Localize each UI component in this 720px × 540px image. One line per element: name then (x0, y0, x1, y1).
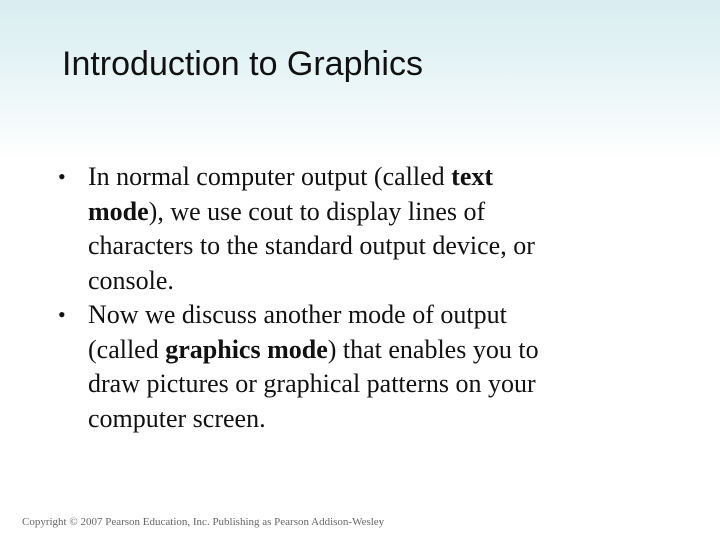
text-line (88, 229, 678, 264)
bold-term: mode (88, 196, 149, 226)
bullet-item (58, 298, 678, 436)
text-line (88, 160, 678, 195)
text-segment: ), we use cout to display lines of (148, 196, 486, 226)
text-segment: ) that enables you to (327, 334, 539, 364)
text-line (88, 298, 678, 333)
bullet-item (58, 160, 678, 298)
text-line (88, 195, 678, 230)
bold-term: text (451, 162, 494, 191)
text-segment: computer screen. (88, 403, 266, 433)
text-line (88, 402, 678, 437)
bold-term: graphics mode (165, 334, 328, 364)
bullet-text (88, 160, 678, 298)
bullet-list (58, 160, 678, 436)
text-segment: draw pictures or graphical patterns on your (88, 369, 536, 398)
text-line (88, 264, 678, 299)
text-segment: characters to the standard output device, or (88, 231, 535, 260)
text-segment: Now we discuss another mode of output (88, 300, 507, 329)
text-segment: (called (88, 334, 166, 364)
slide-title: Introduction to Graphics (62, 45, 423, 83)
bullet-dot-icon: • (58, 302, 66, 327)
text-segment: In normal computer output (called (88, 162, 452, 191)
bullet-text (88, 298, 678, 436)
text-line (88, 333, 678, 368)
text-segment: console. (88, 265, 174, 295)
text-line (88, 367, 678, 402)
copyright-footer: Copyright © 2007 Pearson Education, Inc. Publishing as Pearson Addison-Wesley (22, 516, 385, 528)
bullet-dot-icon: • (58, 164, 66, 189)
